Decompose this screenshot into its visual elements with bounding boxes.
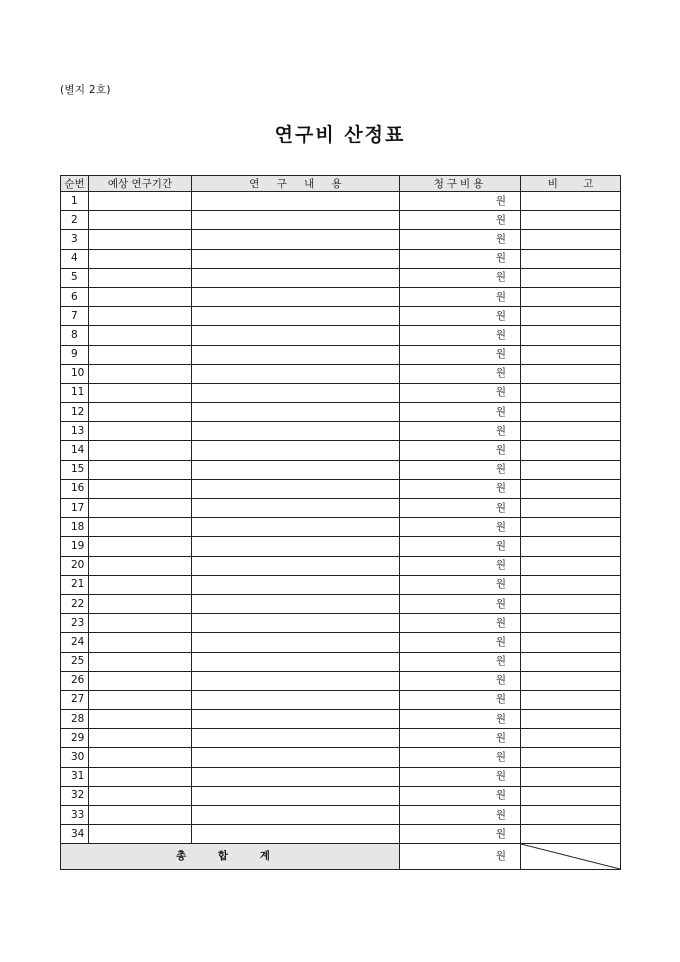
table-row bbox=[61, 748, 621, 767]
period-field[interactable] bbox=[89, 479, 192, 498]
content-field[interactable] bbox=[192, 748, 400, 767]
period-field[interactable] bbox=[89, 537, 192, 556]
row-number: 22 bbox=[61, 594, 89, 613]
row-number: 26 bbox=[61, 671, 89, 690]
remarks-field[interactable] bbox=[521, 767, 621, 786]
content-field[interactable] bbox=[192, 633, 400, 652]
amount-field[interactable]: 원 bbox=[400, 422, 521, 441]
table-row bbox=[61, 518, 621, 537]
table-body bbox=[61, 192, 621, 844]
row-number: 32 bbox=[61, 786, 89, 805]
table-row bbox=[61, 652, 621, 671]
amount-field[interactable]: 원 bbox=[400, 748, 521, 767]
remarks-field[interactable] bbox=[521, 268, 621, 287]
amount-field[interactable]: 원 bbox=[400, 825, 521, 844]
table-row bbox=[61, 441, 621, 460]
table-row bbox=[61, 326, 621, 345]
remarks-field[interactable] bbox=[521, 537, 621, 556]
content-field[interactable] bbox=[192, 499, 400, 518]
period-field[interactable] bbox=[89, 710, 192, 729]
content-field[interactable] bbox=[192, 403, 400, 422]
remarks-field[interactable] bbox=[521, 441, 621, 460]
period-field[interactable] bbox=[89, 633, 192, 652]
content-field[interactable] bbox=[192, 806, 400, 825]
row-number: 29 bbox=[61, 729, 89, 748]
period-field[interactable] bbox=[89, 441, 192, 460]
period-field[interactable] bbox=[89, 729, 192, 748]
table-row bbox=[61, 345, 621, 364]
remarks-field[interactable] bbox=[521, 460, 621, 479]
header-no: 순번 bbox=[61, 176, 89, 192]
amount-field[interactable]: 원 bbox=[400, 729, 521, 748]
table-row bbox=[61, 594, 621, 613]
table-row bbox=[61, 767, 621, 786]
remarks-field[interactable] bbox=[521, 403, 621, 422]
row-number: 17 bbox=[61, 499, 89, 518]
table-row bbox=[61, 825, 621, 844]
content-field[interactable] bbox=[192, 652, 400, 671]
amount-field[interactable]: 원 bbox=[400, 594, 521, 613]
content-field[interactable] bbox=[192, 249, 400, 268]
table-row bbox=[61, 479, 621, 498]
remarks-field[interactable] bbox=[521, 287, 621, 306]
amount-field[interactable]: 원 bbox=[400, 556, 521, 575]
total-remarks-cell bbox=[521, 844, 621, 870]
remarks-field[interactable] bbox=[521, 652, 621, 671]
row-number: 25 bbox=[61, 652, 89, 671]
remarks-field[interactable] bbox=[521, 345, 621, 364]
table-row bbox=[61, 249, 621, 268]
row-number: 31 bbox=[61, 767, 89, 786]
content-field[interactable] bbox=[192, 192, 400, 211]
remarks-field[interactable] bbox=[521, 710, 621, 729]
table-row bbox=[61, 729, 621, 748]
content-field[interactable] bbox=[192, 287, 400, 306]
table-row bbox=[61, 268, 621, 287]
period-field[interactable] bbox=[89, 690, 192, 709]
row-number: 2 bbox=[61, 211, 89, 230]
remarks-field[interactable] bbox=[521, 556, 621, 575]
row-number: 18 bbox=[61, 518, 89, 537]
remarks-field[interactable] bbox=[521, 825, 621, 844]
amount-field[interactable]: 원 bbox=[400, 710, 521, 729]
amount-field[interactable]: 원 bbox=[400, 287, 521, 306]
period-field[interactable] bbox=[89, 287, 192, 306]
remarks-field[interactable] bbox=[521, 806, 621, 825]
content-field[interactable] bbox=[192, 537, 400, 556]
row-number: 24 bbox=[61, 633, 89, 652]
table-row bbox=[61, 537, 621, 556]
amount-field[interactable]: 원 bbox=[400, 403, 521, 422]
content-field[interactable] bbox=[192, 690, 400, 709]
period-field[interactable] bbox=[89, 748, 192, 767]
period-field[interactable] bbox=[89, 460, 192, 479]
remarks-field[interactable] bbox=[521, 575, 621, 594]
row-number: 3 bbox=[61, 230, 89, 249]
period-field[interactable] bbox=[89, 268, 192, 287]
total-amount-field[interactable]: 원 bbox=[400, 844, 521, 870]
row-number: 16 bbox=[61, 479, 89, 498]
remarks-field[interactable] bbox=[521, 192, 621, 211]
amount-field[interactable]: 원 bbox=[400, 364, 521, 383]
period-field[interactable] bbox=[89, 652, 192, 671]
table-row bbox=[61, 422, 621, 441]
content-field[interactable] bbox=[192, 575, 400, 594]
remarks-field[interactable] bbox=[521, 307, 621, 326]
header-amount: 청구비용 bbox=[400, 176, 521, 192]
row-number: 1 bbox=[61, 192, 89, 211]
table-row bbox=[61, 211, 621, 230]
amount-field[interactable]: 원 bbox=[400, 614, 521, 633]
amount-field[interactable]: 원 bbox=[400, 230, 521, 249]
table-row bbox=[61, 690, 621, 709]
amount-field[interactable]: 원 bbox=[400, 307, 521, 326]
page-title: 연구비 산정표 bbox=[274, 124, 406, 146]
remarks-field[interactable] bbox=[521, 633, 621, 652]
period-field[interactable] bbox=[89, 307, 192, 326]
table-row bbox=[61, 403, 621, 422]
period-field[interactable] bbox=[89, 594, 192, 613]
period-field[interactable] bbox=[89, 422, 192, 441]
content-field[interactable] bbox=[192, 518, 400, 537]
amount-field[interactable]: 원 bbox=[400, 518, 521, 537]
content-field[interactable] bbox=[192, 786, 400, 805]
table-row bbox=[61, 633, 621, 652]
row-number: 33 bbox=[61, 806, 89, 825]
content-field[interactable] bbox=[192, 211, 400, 230]
period-field[interactable] bbox=[89, 575, 192, 594]
remarks-field[interactable] bbox=[521, 422, 621, 441]
content-field[interactable] bbox=[192, 326, 400, 345]
row-number: 5 bbox=[61, 268, 89, 287]
amount-field[interactable]: 원 bbox=[400, 633, 521, 652]
remarks-field[interactable] bbox=[521, 690, 621, 709]
content-field[interactable] bbox=[192, 422, 400, 441]
content-field[interactable] bbox=[192, 307, 400, 326]
row-number: 27 bbox=[61, 690, 89, 709]
table-row bbox=[61, 614, 621, 633]
row-number: 19 bbox=[61, 537, 89, 556]
content-field[interactable] bbox=[192, 825, 400, 844]
header-content: 연 구 내 용 bbox=[192, 176, 400, 192]
content-field[interactable] bbox=[192, 479, 400, 498]
remarks-field[interactable] bbox=[521, 364, 621, 383]
row-number: 9 bbox=[61, 345, 89, 364]
period-field[interactable] bbox=[89, 383, 192, 402]
period-field[interactable] bbox=[89, 211, 192, 230]
period-field[interactable] bbox=[89, 518, 192, 537]
table-row bbox=[61, 575, 621, 594]
amount-field[interactable]: 원 bbox=[400, 192, 521, 211]
amount-field[interactable]: 원 bbox=[400, 460, 521, 479]
amount-field[interactable]: 원 bbox=[400, 441, 521, 460]
period-field[interactable] bbox=[89, 403, 192, 422]
amount-field[interactable]: 원 bbox=[400, 345, 521, 364]
period-field[interactable] bbox=[89, 556, 192, 575]
amount-field[interactable]: 원 bbox=[400, 575, 521, 594]
amount-field[interactable]: 원 bbox=[400, 249, 521, 268]
table-row bbox=[61, 556, 621, 575]
amount-field[interactable]: 원 bbox=[400, 383, 521, 402]
total-label: 총 합 계 bbox=[61, 844, 400, 870]
table-row bbox=[61, 287, 621, 306]
row-number: 23 bbox=[61, 614, 89, 633]
content-field[interactable] bbox=[192, 729, 400, 748]
content-field[interactable] bbox=[192, 460, 400, 479]
remarks-field[interactable] bbox=[521, 383, 621, 402]
table-row bbox=[61, 383, 621, 402]
content-field[interactable] bbox=[192, 556, 400, 575]
remarks-field[interactable] bbox=[521, 230, 621, 249]
period-field[interactable] bbox=[89, 249, 192, 268]
period-field[interactable] bbox=[89, 806, 192, 825]
content-field[interactable] bbox=[192, 441, 400, 460]
row-number: 7 bbox=[61, 307, 89, 326]
period-field[interactable] bbox=[89, 192, 192, 211]
table-row bbox=[61, 307, 621, 326]
remarks-field[interactable] bbox=[521, 748, 621, 767]
remarks-field[interactable] bbox=[521, 326, 621, 345]
table-row bbox=[61, 671, 621, 690]
table-row bbox=[61, 460, 621, 479]
header-remarks: 비 고 bbox=[521, 176, 621, 192]
period-field[interactable] bbox=[89, 230, 192, 249]
remarks-field[interactable] bbox=[521, 614, 621, 633]
row-number: 30 bbox=[61, 748, 89, 767]
content-field[interactable] bbox=[192, 383, 400, 402]
amount-field[interactable]: 원 bbox=[400, 326, 521, 345]
amount-field[interactable]: 원 bbox=[400, 652, 521, 671]
content-field[interactable] bbox=[192, 230, 400, 249]
row-number: 12 bbox=[61, 403, 89, 422]
amount-field[interactable]: 원 bbox=[400, 786, 521, 805]
remarks-field[interactable] bbox=[521, 786, 621, 805]
remarks-field[interactable] bbox=[521, 518, 621, 537]
remarks-field[interactable] bbox=[521, 499, 621, 518]
table-row bbox=[61, 192, 621, 211]
row-number: 14 bbox=[61, 441, 89, 460]
row-number: 4 bbox=[61, 249, 89, 268]
row-number: 8 bbox=[61, 326, 89, 345]
amount-field[interactable]: 원 bbox=[400, 479, 521, 498]
row-number: 20 bbox=[61, 556, 89, 575]
content-field[interactable] bbox=[192, 594, 400, 613]
period-field[interactable] bbox=[89, 364, 192, 383]
row-number: 34 bbox=[61, 825, 89, 844]
row-number: 6 bbox=[61, 287, 89, 306]
cost-table bbox=[60, 175, 621, 870]
content-field[interactable] bbox=[192, 767, 400, 786]
period-field[interactable] bbox=[89, 786, 192, 805]
amount-field[interactable]: 원 bbox=[400, 806, 521, 825]
table-row bbox=[61, 710, 621, 729]
amount-field[interactable]: 원 bbox=[400, 537, 521, 556]
row-number: 13 bbox=[61, 422, 89, 441]
row-number: 10 bbox=[61, 364, 89, 383]
remarks-field[interactable] bbox=[521, 479, 621, 498]
period-field[interactable] bbox=[89, 767, 192, 786]
header-row bbox=[61, 176, 621, 192]
content-field[interactable] bbox=[192, 710, 400, 729]
table-row bbox=[61, 499, 621, 518]
period-field[interactable] bbox=[89, 614, 192, 633]
table-row bbox=[61, 806, 621, 825]
remarks-field[interactable] bbox=[521, 211, 621, 230]
period-field[interactable] bbox=[89, 499, 192, 518]
content-field[interactable] bbox=[192, 614, 400, 633]
content-field[interactable] bbox=[192, 268, 400, 287]
remarks-field[interactable] bbox=[521, 594, 621, 613]
row-number: 28 bbox=[61, 710, 89, 729]
header-period: 예상 연구기간 bbox=[89, 176, 192, 192]
diagonal-line bbox=[521, 844, 620, 869]
row-number: 21 bbox=[61, 575, 89, 594]
amount-field[interactable]: 원 bbox=[400, 671, 521, 690]
period-field[interactable] bbox=[89, 345, 192, 364]
amount-field[interactable]: 원 bbox=[400, 767, 521, 786]
table-row bbox=[61, 230, 621, 249]
remarks-field[interactable] bbox=[521, 249, 621, 268]
amount-field[interactable]: 원 bbox=[400, 499, 521, 518]
amount-field[interactable]: 원 bbox=[400, 211, 521, 230]
content-field[interactable] bbox=[192, 364, 400, 383]
total-row bbox=[61, 844, 621, 870]
amount-field[interactable]: 원 bbox=[400, 268, 521, 287]
period-field[interactable] bbox=[89, 671, 192, 690]
table-row bbox=[61, 786, 621, 805]
period-field[interactable] bbox=[89, 326, 192, 345]
period-field[interactable] bbox=[89, 825, 192, 844]
table-row bbox=[61, 364, 621, 383]
content-field[interactable] bbox=[192, 345, 400, 364]
content-field[interactable] bbox=[192, 671, 400, 690]
annex-label: (별지 2호) bbox=[60, 84, 111, 96]
remarks-field[interactable] bbox=[521, 671, 621, 690]
amount-field[interactable]: 원 bbox=[400, 690, 521, 709]
row-number: 15 bbox=[61, 460, 89, 479]
row-number: 11 bbox=[61, 383, 89, 402]
remarks-field[interactable] bbox=[521, 729, 621, 748]
